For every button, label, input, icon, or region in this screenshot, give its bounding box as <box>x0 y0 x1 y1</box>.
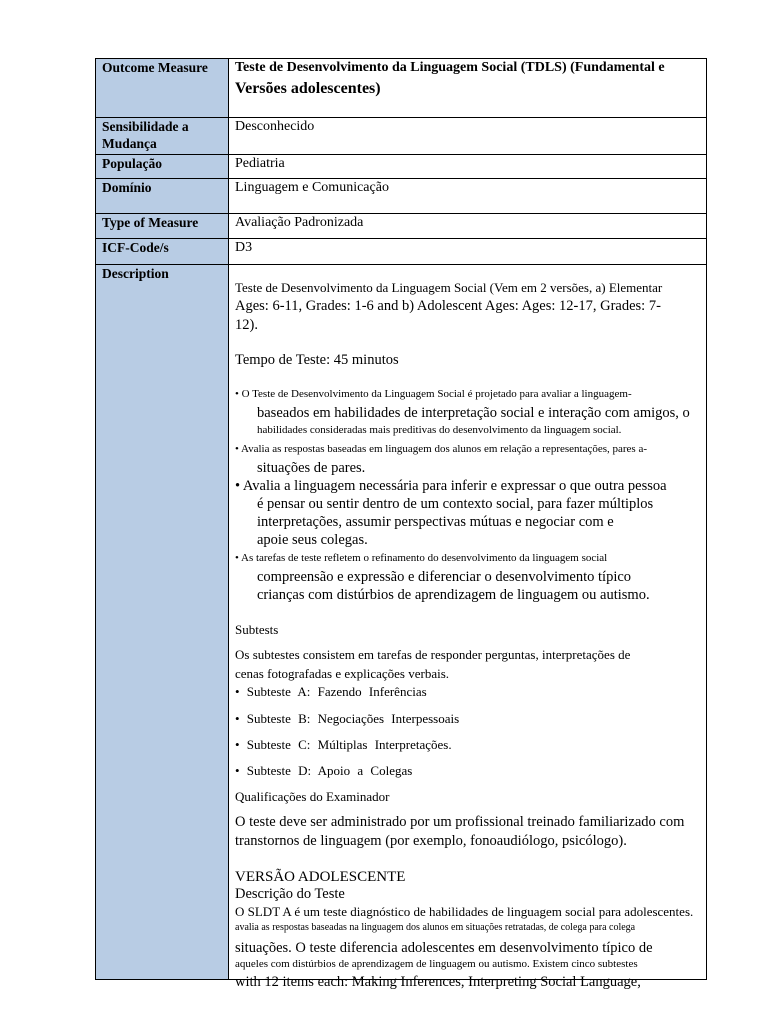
desc-line: situações de pares. <box>257 460 366 476</box>
desc-bullet-line: • O Teste de Desenvolvimento da Linguagem Social é projetado para avaliar a linguagem- <box>235 388 632 400</box>
outcome-measure-table <box>95 58 707 990</box>
value-domain: Linguagem e Comunicação <box>229 179 707 214</box>
desc-bullet-line: • Avalia a linguagem necessária para inferir e expressar o que outra pessoa <box>235 478 667 494</box>
value-population: Pediatria <box>229 155 707 179</box>
desc-line: é pensar ou sentir dentro de um contexto social, para fazer múltiplos <box>257 496 654 512</box>
label-population: População <box>96 155 229 179</box>
row-description <box>96 265 707 980</box>
row-type-of-measure <box>96 214 707 239</box>
value-icf-code: D3 <box>229 239 707 265</box>
label-sensitivity-line2: Mudança <box>102 136 157 151</box>
row-domain <box>96 179 707 214</box>
row-outcome-measure <box>96 59 707 118</box>
label-sensitivity <box>96 118 229 155</box>
desc-line: compreensão e expressão e diferenciar o desenvolvimento típico <box>257 569 632 585</box>
desc-heading: VERSÃO ADOLESCENTE <box>235 869 406 885</box>
value-sensitivity: Desconhecido <box>229 118 707 155</box>
label-outcome-measure: Outcome Measure <box>96 59 229 118</box>
outcome-title-line1: Teste de Desenvolvimento da Linguagem Social (TDLS) (Fundamental e <box>235 60 665 75</box>
desc-line: O SLDT A é um teste diagnóstico de habilidades de linguagem social para adolescentes. <box>235 904 694 919</box>
subtest-item: • Subteste C: Múltiplas Interpretações. <box>235 737 452 752</box>
desc-line: habilidades consideradas mais preditivas do desenvolvimento da linguagem social. <box>257 424 622 436</box>
row-population <box>96 155 707 179</box>
value-outcome-measure <box>229 59 707 118</box>
desc-heading: Descrição do Teste <box>235 886 345 902</box>
label-icf-code: ICF-Code/s <box>96 239 229 265</box>
label-sensitivity-line1: Sensibilidade a <box>102 119 189 134</box>
subtest-item: • Subteste B: Negociações Interpessoais <box>235 711 460 726</box>
desc-line: 12). <box>235 317 258 333</box>
label-domain: Domínio <box>96 179 229 214</box>
label-description: Description <box>96 265 229 980</box>
desc-heading: Qualificações do Examinador <box>235 789 390 804</box>
description-body <box>235 265 700 990</box>
desc-line: avalia as respostas baseadas na linguagem dos alunos em situações retratadas, de colega para colega <box>235 922 636 933</box>
desc-line: Teste de Desenvolvimento da Linguagem Social (Vem em 2 versões, a) Elementar <box>235 280 663 295</box>
desc-line: aqueles com distúrbios de aprendizagem de linguagem ou autismo. Existem cinco subtestes <box>235 958 638 970</box>
desc-line: baseados em habilidades de interpretação social e interação com amigos, o <box>257 405 690 421</box>
desc-line: transtornos de linguagem (por exemplo, fonoaudiólogo, psicólogo). <box>235 833 627 849</box>
row-sensitivity <box>96 118 707 155</box>
desc-line: situações. O teste diferencia adolescentes em desenvolvimento típico de <box>235 940 653 956</box>
desc-heading: Subtests <box>235 622 279 637</box>
desc-line: apoie seus colegas. <box>257 532 368 548</box>
subtest-item: • Subteste A: Fazendo Inferências <box>235 684 427 699</box>
desc-line: Tempo de Teste: 45 minutos <box>235 352 399 368</box>
desc-bullet-line: • As tarefas de teste refletem o refinamento do desenvolvimento da linguagem social <box>235 552 608 564</box>
subtest-item: • Subteste D: Apoio a Colegas <box>235 763 413 778</box>
desc-line: cenas fotografadas e explicações verbais. <box>235 666 450 681</box>
desc-line: Ages: 6-11, Grades: 1-6 and b) Adolescent Ages: Ages: 12-17, Grades: 7- <box>235 298 661 314</box>
value-description <box>229 265 707 990</box>
desc-line: with 12 items each: Making Inferences, Interpreting Social Language, <box>235 974 641 990</box>
desc-line: crianças com distúrbios de aprendizagem de linguagem ou autismo. <box>257 587 650 603</box>
label-type-of-measure: Type of Measure <box>96 214 229 239</box>
desc-bullet-line: • Avalia as respostas baseadas em linguagem dos alunos em relação a representações, pares a- <box>235 443 648 455</box>
value-type-of-measure: Avaliação Padronizada <box>229 214 707 239</box>
desc-line: interpretações, assumir perspectivas mútuas e negociar com e <box>257 514 614 530</box>
row-icf-code <box>96 239 707 265</box>
outcome-title-line2: Versões adolescentes) <box>235 80 381 97</box>
desc-line: Os subtestes consistem em tarefas de responder perguntas, interpretações de <box>235 647 631 662</box>
desc-line: O teste deve ser administrado por um profissional treinado familiarizado com <box>235 814 685 830</box>
